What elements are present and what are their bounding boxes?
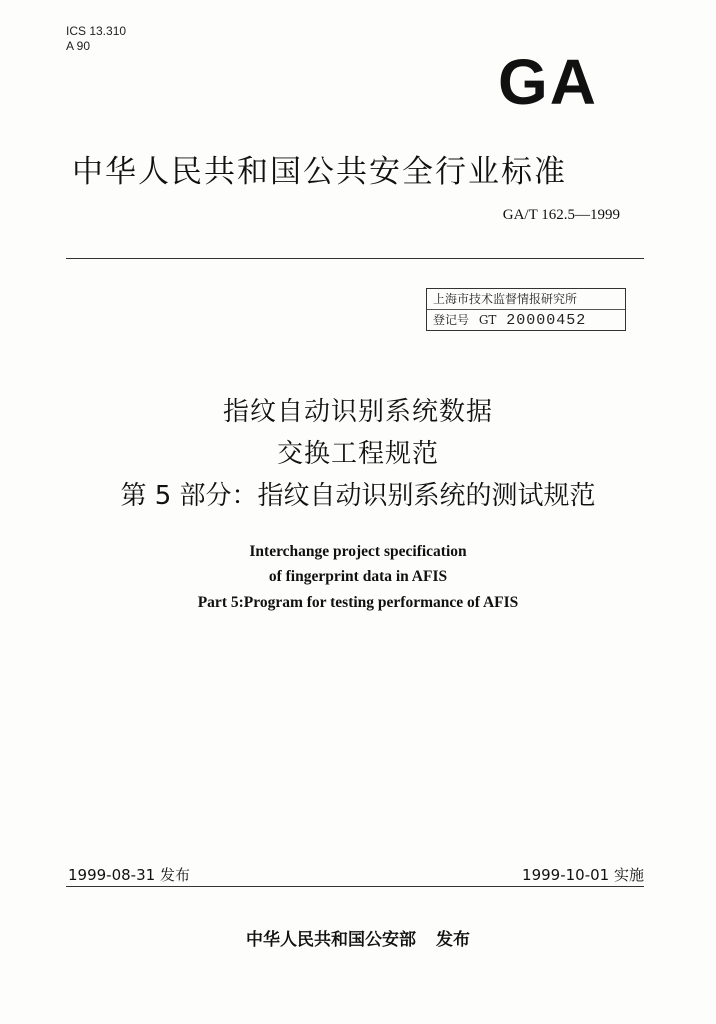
- title-en-line1: Interchange project specification: [249, 543, 467, 560]
- issuer-name: 中华人民共和国公安部: [246, 930, 416, 950]
- title-en-line2: of fingerprint data in AFIS: [268, 568, 448, 585]
- ccs-code: A 90: [66, 39, 91, 53]
- title-en-line3: Part 5:Program for testing performance of AFIS: [197, 594, 519, 611]
- ics-code: ICS 13.310: [66, 24, 127, 38]
- issue-date: 1999-08-31 发布: [68, 866, 190, 884]
- ga-logo: GA: [498, 46, 598, 118]
- stamp-org: 上海市技术监督情报研究所: [433, 292, 578, 306]
- stamp-reg-row: [427, 309, 625, 330]
- registration-stamp: [426, 288, 626, 331]
- footer-divider: [66, 886, 644, 887]
- issuer: [0, 925, 716, 950]
- stamp-reg-label: 登记号: [433, 313, 470, 327]
- title-cn-line3: 第 5 部分：指纹自动识别系统的测试规范: [120, 481, 596, 511]
- standard-code: GA/T 162.5—1999: [502, 207, 620, 223]
- title-cn-line1: 指纹自动识别系统数据: [222, 397, 493, 427]
- effective-date: 1999-10-01 实施: [522, 866, 644, 884]
- stamp-reg-number: 20000452: [506, 312, 587, 329]
- issuer-action: 发布: [436, 930, 470, 950]
- national-standard-title: 中华人民共和国公共安全行业标准: [72, 154, 567, 190]
- header-divider: [66, 258, 644, 259]
- title-cn-line2: 交换工程规范: [276, 439, 439, 469]
- stamp-reg-prefix: GT: [478, 313, 497, 327]
- classification-codes: [66, 24, 126, 54]
